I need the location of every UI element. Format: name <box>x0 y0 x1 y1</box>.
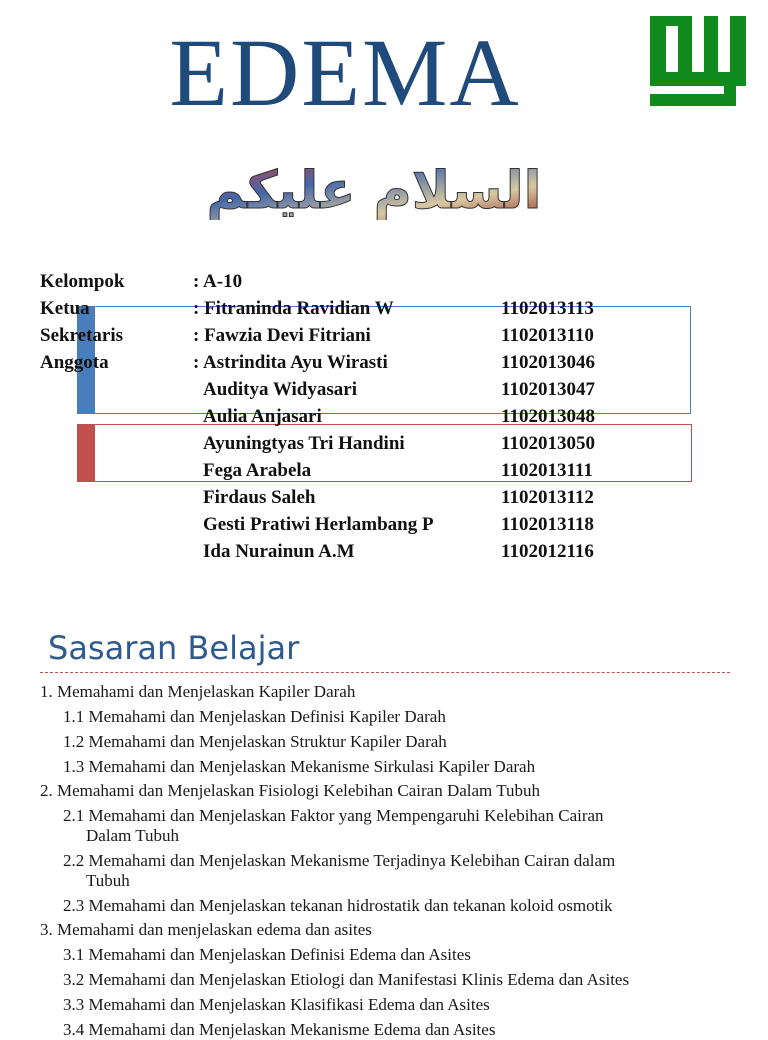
member-row <box>0 457 768 484</box>
member-row <box>0 430 768 457</box>
member-name: : Astrindita Ayu Wirasti <box>193 352 388 373</box>
objective-item <box>0 851 768 891</box>
member-row <box>0 349 768 376</box>
member-list <box>0 268 768 565</box>
member-nim: 1102013047 <box>501 379 595 400</box>
member-name: Aulia Anjasari <box>203 406 322 427</box>
member-row <box>0 538 768 565</box>
section-divider <box>40 672 730 673</box>
member-name: : Fitraninda Ravidian W <box>193 298 394 319</box>
member-name: : A-10 <box>193 271 243 292</box>
objective-text-continued: Dalam Tubuh <box>86 826 180 845</box>
objective-text: 3.1 Memahami dan Menjelaskan Definisi Edema dan Asites <box>63 945 471 964</box>
member-nim: 1102013113 <box>501 298 594 319</box>
salam-text: السلام عليكم <box>206 161 542 220</box>
member-row <box>0 511 768 538</box>
assalamualaikum-calligraphy <box>78 158 670 220</box>
member-name: : Fawzia Devi Fitriani <box>193 325 371 346</box>
member-name: Gesti Pratiwi Herlambang P <box>203 514 434 535</box>
objective-item <box>0 732 768 752</box>
objective-item <box>0 995 768 1015</box>
objective-item <box>0 781 768 801</box>
member-nim: 1102013112 <box>501 487 594 508</box>
section-title: Sasaran Belajar <box>48 629 300 667</box>
member-row <box>0 295 768 322</box>
objective-text: 2.3 Memahami dan Menjelaskan tekanan hidrostatik dan tekanan koloid osmotik <box>63 896 613 915</box>
member-nim: 1102013048 <box>501 406 595 427</box>
objective-item <box>0 920 768 940</box>
objective-text: 2.1 Memahami dan Menjelaskan Faktor yang Mempengaruhi Kelebihan Cairan <box>63 806 604 825</box>
member-row <box>0 403 768 430</box>
objective-text: 3.4 Memahami dan Menjelaskan Mekanisme Edema dan Asites <box>63 1020 496 1039</box>
member-name: Ida Nurainun A.M <box>203 541 355 562</box>
member-name: Firdaus Saleh <box>203 487 316 508</box>
member-row <box>0 268 768 295</box>
member-nim: 1102012116 <box>501 541 594 562</box>
member-role: Sekretaris <box>40 325 124 346</box>
objective-text: 3.3 Memahami dan Menjelaskan Klasifikasi Edema dan Asites <box>63 995 490 1014</box>
member-name: Auditya Widyasari <box>203 379 357 400</box>
objective-text-continued: Tubuh <box>86 871 130 890</box>
objective-item <box>0 707 768 727</box>
objective-text: 3.2 Memahami dan Menjelaskan Etiologi dan Manifestasi Klinis Edema dan Asites <box>63 970 630 989</box>
member-row <box>0 376 768 403</box>
member-name: Ayuningtyas Tri Handini <box>203 433 405 454</box>
objective-text: 1.3 Memahami dan Menjelaskan Mekanisme Sirkulasi Kapiler Darah <box>63 757 536 776</box>
objective-item <box>0 1020 768 1040</box>
objective-item <box>0 945 768 965</box>
objectives-list <box>0 678 768 1040</box>
member-nim: 1102013111 <box>501 460 593 481</box>
member-nim: 1102013050 <box>501 433 595 454</box>
objective-text: 1.1 Memahami dan Menjelaskan Definisi Kapiler Darah <box>63 707 446 726</box>
objective-item <box>0 806 768 846</box>
objective-text: 2. Memahami dan Menjelaskan Fisiologi Kelebihan Cairan Dalam Tubuh <box>40 781 541 800</box>
member-nim: 1102013046 <box>501 352 595 373</box>
member-row <box>0 322 768 349</box>
member-name: Fega Arabela <box>203 460 312 481</box>
objective-text: 1. Memahami dan Menjelaskan Kapiler Darah <box>40 682 356 701</box>
objective-item <box>0 682 768 702</box>
member-row <box>0 484 768 511</box>
objective-text: 3. Memahami dan menjelaskan edema dan asites <box>40 920 372 939</box>
objective-item <box>0 757 768 777</box>
member-role: Ketua <box>40 298 90 319</box>
objective-text: 2.2 Memahami dan Menjelaskan Mekanisme Terjadinya Kelebihan Cairan dalam <box>63 851 616 870</box>
member-nim: 1102013118 <box>501 514 594 535</box>
objective-text: 1.2 Memahami dan Menjelaskan Struktur Kapiler Darah <box>63 732 447 751</box>
member-role: Anggota <box>40 352 109 373</box>
objective-item <box>0 970 768 990</box>
member-nim: 1102013110 <box>501 325 594 346</box>
objective-item <box>0 896 768 916</box>
page-title: EDEMA <box>169 19 521 126</box>
kufic-logo-icon <box>648 14 748 108</box>
member-role: Kelompok <box>40 271 125 292</box>
